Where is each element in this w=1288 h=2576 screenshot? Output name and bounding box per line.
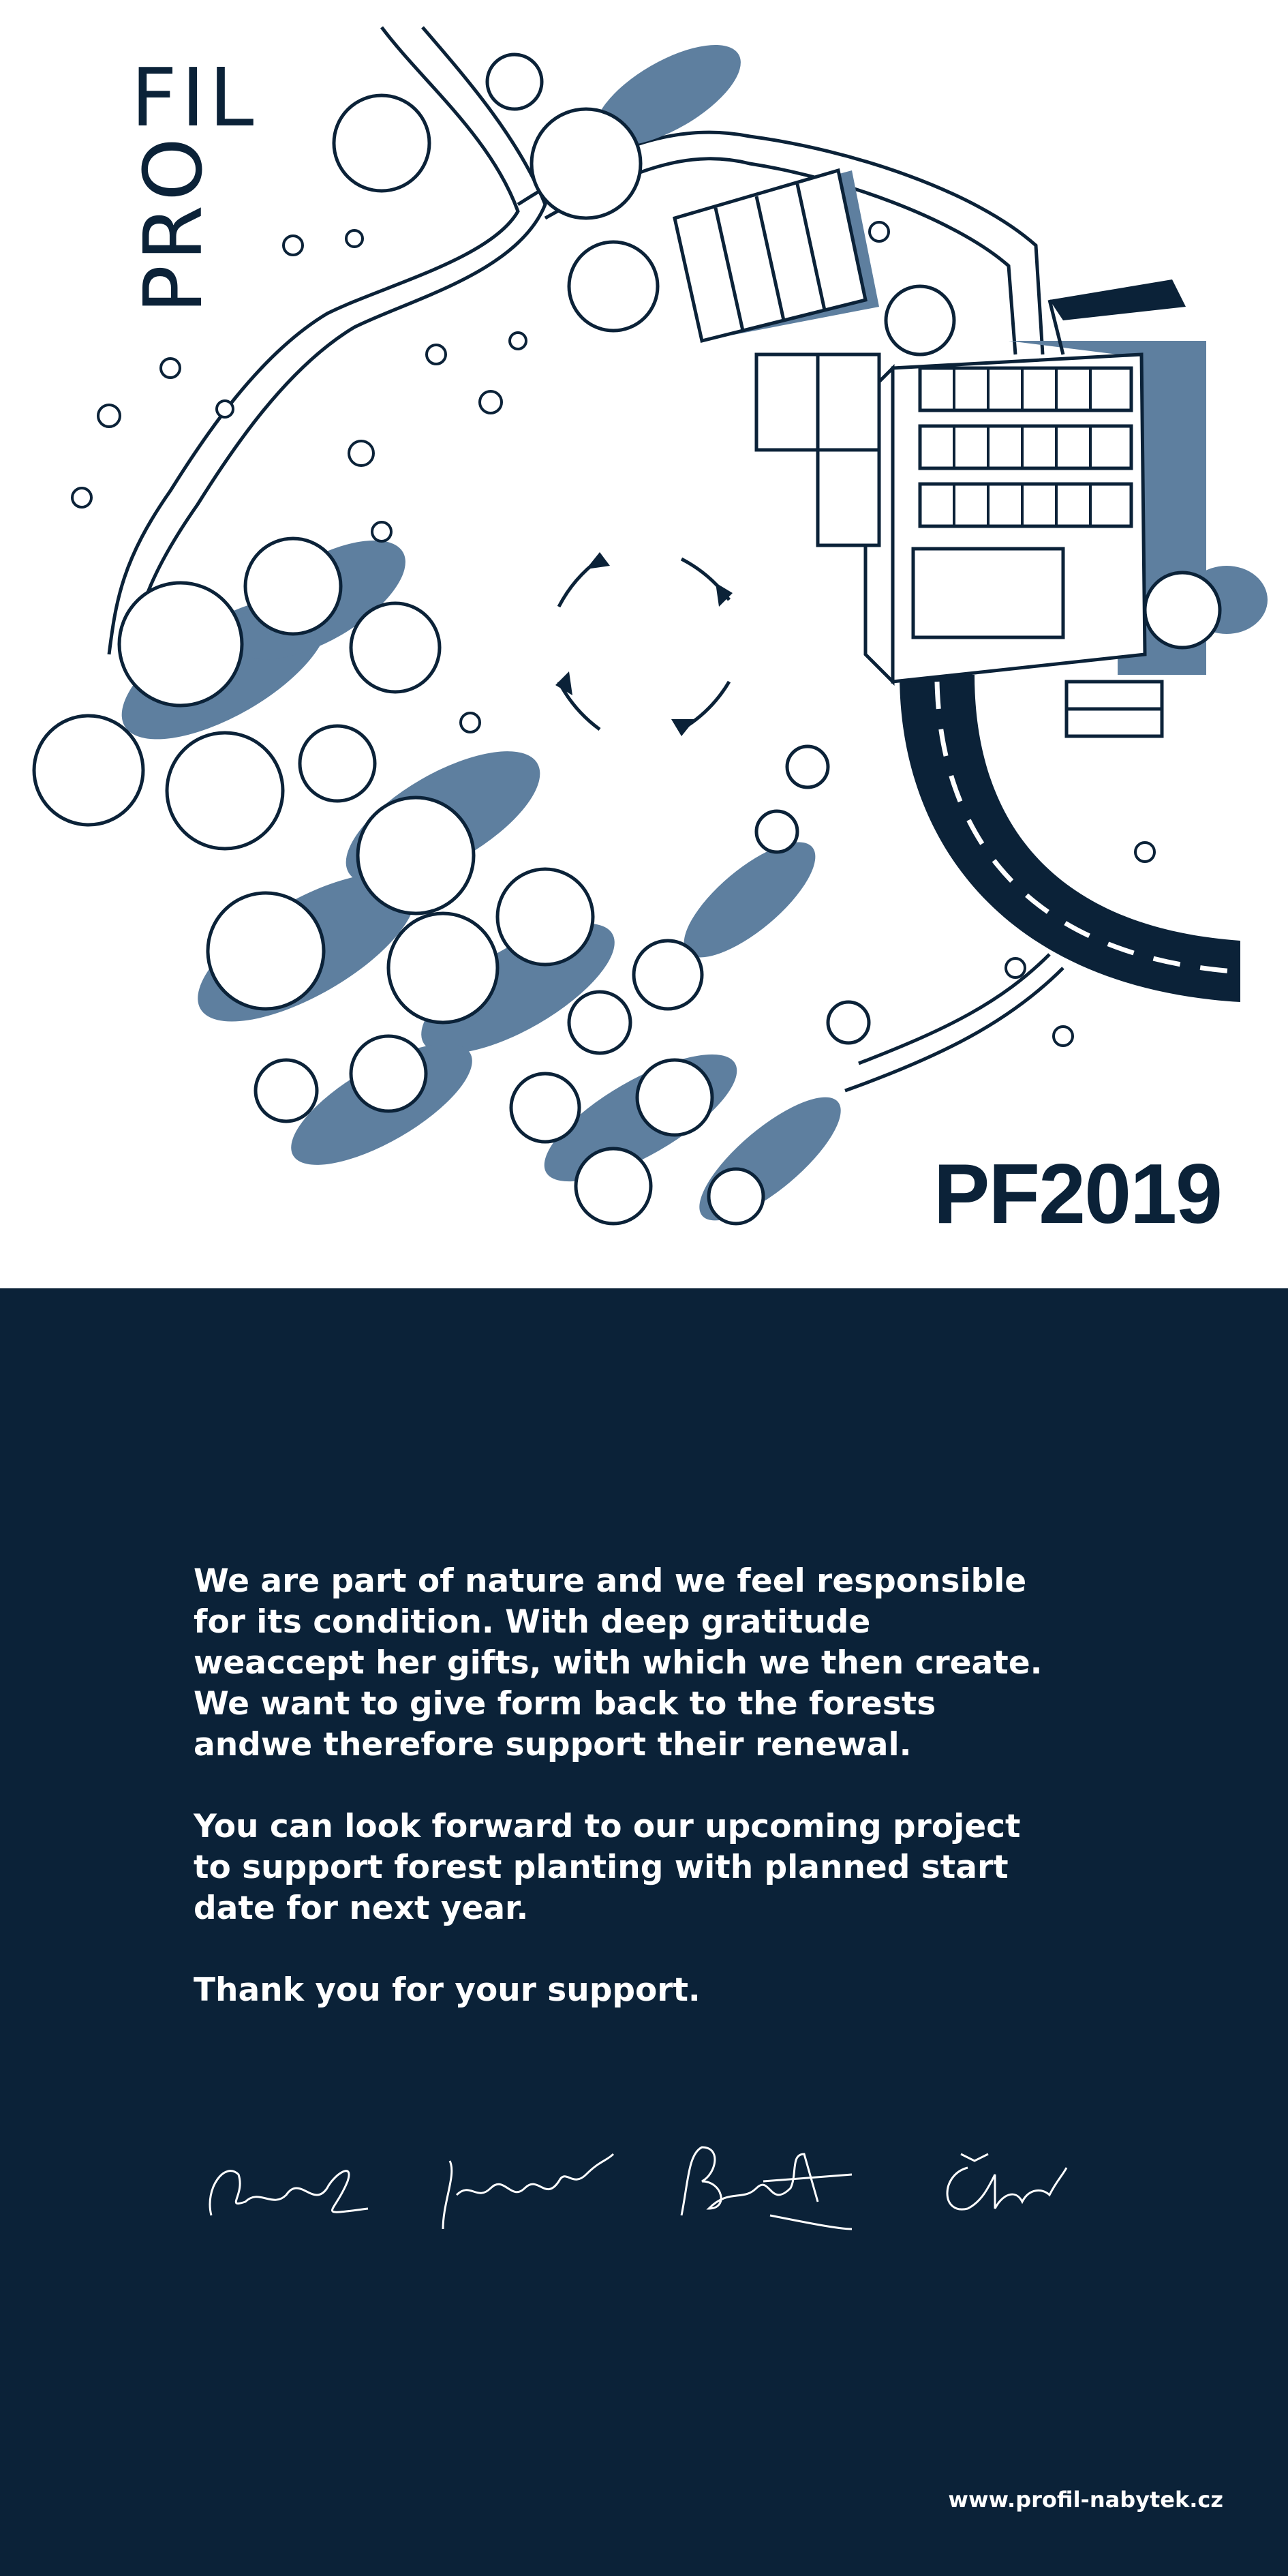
- pf2019-headline: PF2019: [933, 1147, 1221, 1241]
- signature-4: [920, 2134, 1070, 2243]
- message-paragraph-2: You can look forward to our upcoming project to support forest planting with planned start date for next year.: [194, 1808, 1021, 1927]
- log-pile: [675, 170, 879, 341]
- message-paragraph-3: Thank you for your support.: [194, 1971, 701, 2009]
- factory: [865, 354, 1145, 682]
- logo-pro-text: PRO: [126, 133, 220, 314]
- website-link[interactable]: www.profil-nabytek.cz: [948, 2487, 1223, 2513]
- message-paragraph-1: We are part of nature and we feel responsible for its condition. With deep gratitude weaccept her gifts, with which we then create. We want to give form back to the forests andwe therefore support their renewal.: [194, 1562, 1043, 1763]
- profil-logo: [55, 50, 273, 314]
- message-panel: [0, 1288, 1288, 2576]
- logo-fil-text: FIL: [131, 50, 258, 145]
- signatures: [198, 2134, 1084, 2270]
- greeting-message: [194, 1561, 1079, 2011]
- signature-2: [429, 2134, 620, 2243]
- signature-3: [668, 2134, 859, 2243]
- signature-1: [198, 2134, 375, 2243]
- cycle-arrows: [559, 559, 729, 729]
- flag: [1049, 279, 1186, 320]
